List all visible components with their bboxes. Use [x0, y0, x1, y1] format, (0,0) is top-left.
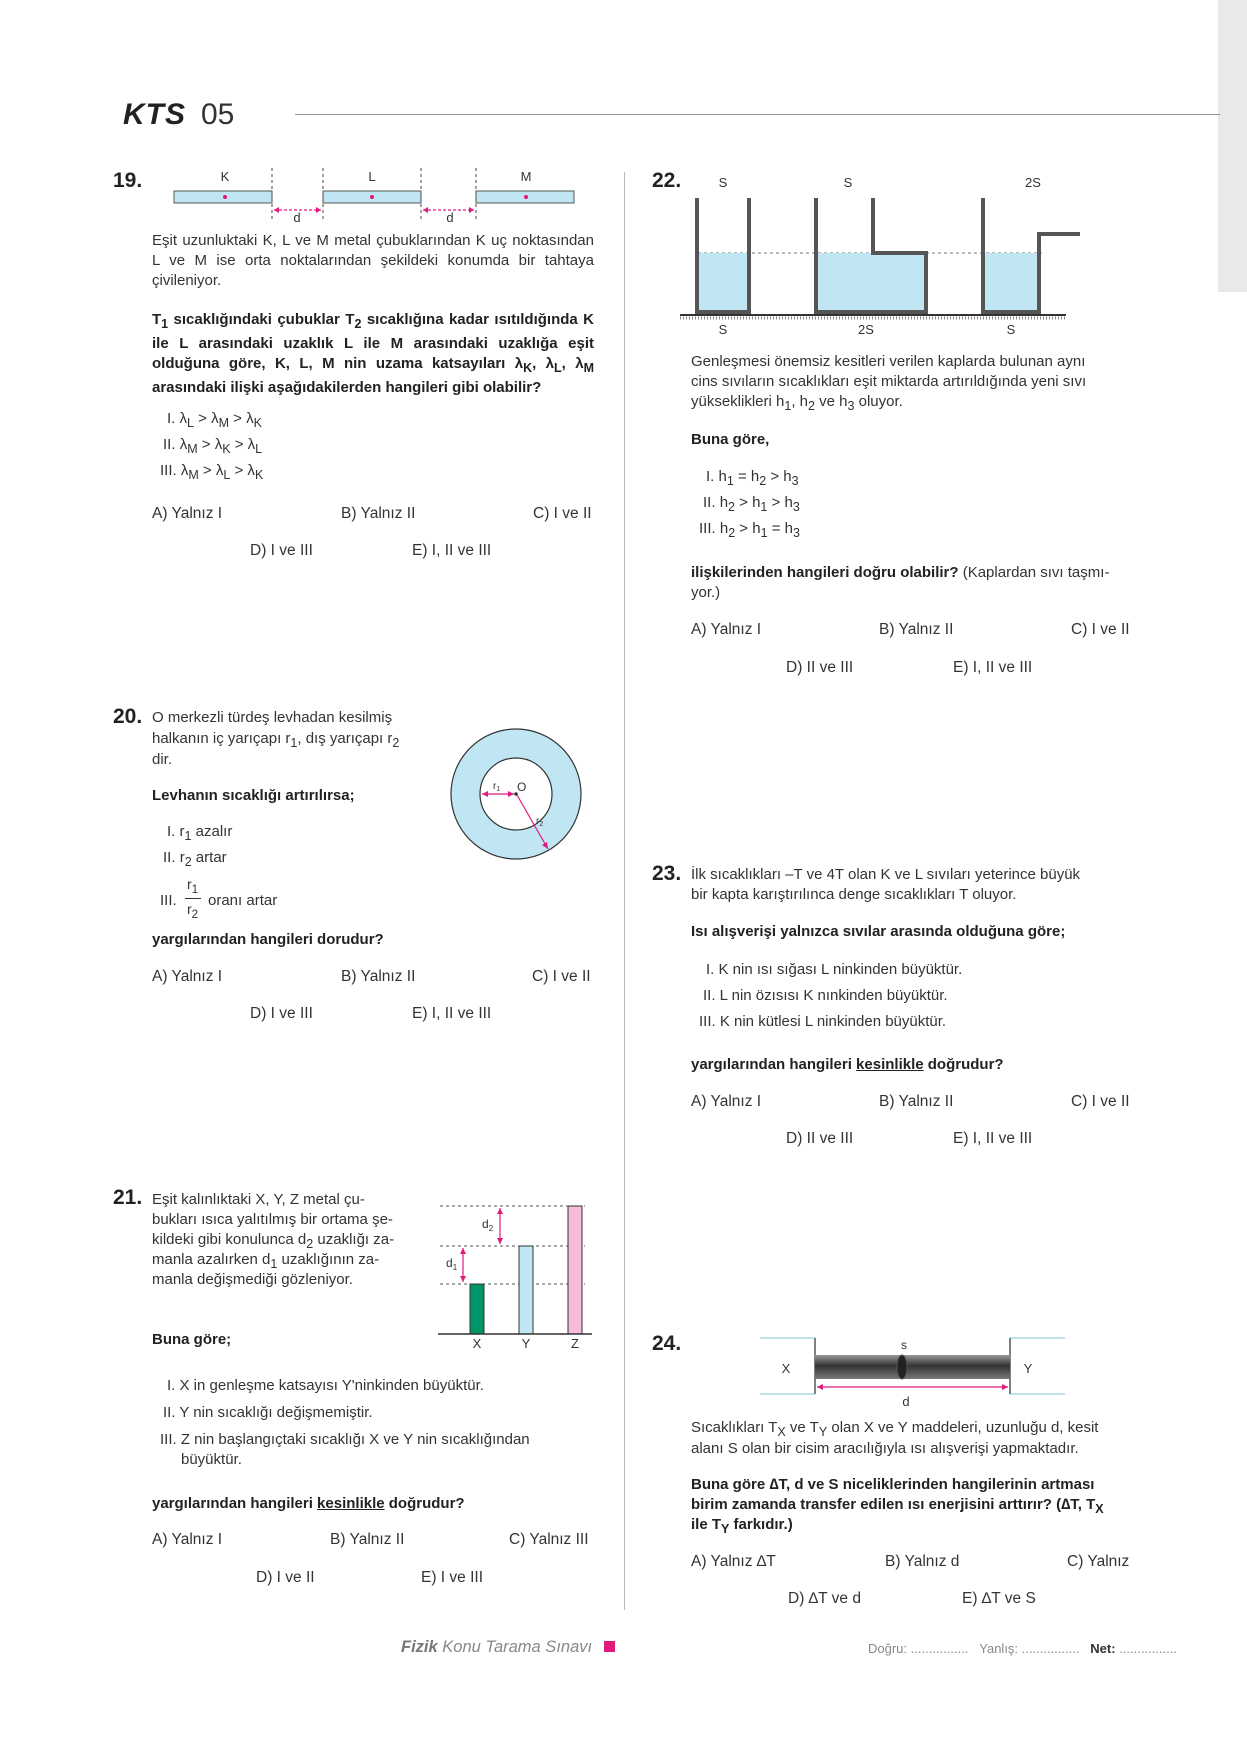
- footer-title: Fizik Konu Tarama Sınavı: [401, 1638, 615, 1657]
- q23-option-b[interactable]: B) Yalnız II: [879, 1093, 954, 1110]
- q19-option-e[interactable]: E) I, II ve III: [412, 542, 492, 559]
- q24-label-X: X: [781, 1361, 791, 1376]
- q24-label-s: s: [901, 1338, 907, 1352]
- q22-line-2: cins sıvıların sıcaklıkları eşit miktarda artırıldığında yeni sıvı: [691, 373, 1087, 390]
- q24-question-line-2: birim zamanda transfer edilen ısı enerjisini arttırır? (∆T, $T_X$: [691, 1496, 1104, 1516]
- q20-label-r1: $r_1$: [493, 781, 501, 793]
- side-tab: [1218, 0, 1247, 292]
- q20-item-1: I. $r_1$ azalır: [167, 823, 233, 843]
- q21-item-2: II. Y nin sıcaklığı değişmemiştir.: [163, 1404, 373, 1421]
- q19-nail-L: [370, 195, 374, 199]
- q22-item-1: I. $h_1 = h_2 > h_3$: [706, 468, 799, 488]
- q23-option-d[interactable]: D) II ve III: [786, 1130, 854, 1147]
- q21-option-a[interactable]: A) Yalnız I: [152, 1531, 223, 1548]
- q21-item-3a: III. Z nin başlangıçtaki sıcaklığı X ve Y nin sıcaklığından: [160, 1431, 530, 1448]
- q22-top-2: S: [843, 175, 853, 190]
- q21-line-5: manla değişmediği gözleniyor.: [152, 1271, 353, 1288]
- q19-label-L: L: [368, 169, 376, 184]
- footer-dogru: Doğru: ................: [868, 1641, 969, 1656]
- q19-statement: Eşit uzunluktaki K, L ve M metal çubuklarından K uç noktasından L ve M ise orta noktalarından şekildeki konumda bir tahtaya çivileniyor.: [152, 232, 594, 289]
- q20-closing: yargılarından hangileri dorudur?: [152, 931, 384, 948]
- q19-nail-K: [223, 195, 227, 199]
- header-number: 05: [201, 98, 235, 131]
- q24-cross-section: [897, 1355, 907, 1379]
- q21-closing: yargılarından hangileri kesinlikle doğrudur?: [152, 1495, 465, 1512]
- q24-option-c[interactable]: C) Yalnız: [1067, 1553, 1130, 1570]
- column-divider: [624, 172, 625, 1610]
- q22-question: Buna göre,: [691, 431, 770, 448]
- q23-line-1: İlk sıcaklıkları –T ve 4T olan K ve L sıvıları yeterince büyük: [691, 866, 1081, 883]
- q24-rod: [815, 1355, 1010, 1379]
- q22-option-d[interactable]: D) II ve III: [786, 659, 854, 676]
- q20-line-2: halkanın iç yarıçapı $r_1$, dış yarıçapı $r_2$: [152, 730, 400, 750]
- q23-option-c[interactable]: C) I ve II: [1071, 1093, 1130, 1110]
- q19-option-a[interactable]: A) Yalnız I: [152, 505, 223, 522]
- q22-option-a[interactable]: A) Yalnız I: [691, 621, 762, 638]
- q21-option-c[interactable]: C) Yalnız III: [509, 1531, 589, 1548]
- q24-line-2: alanı S olan bir cisim aracılığıyla ısı alışverişi yapmaktadır.: [691, 1440, 1079, 1457]
- q22-closing-line-2: yor.): [691, 584, 721, 601]
- q23-question: Isı alışverişi yalnızca sıvılar arasında olduğuna göre;: [691, 923, 1066, 940]
- q22-option-e[interactable]: E) I, II ve III: [953, 659, 1033, 676]
- q22-top-1: S: [718, 175, 728, 190]
- q23-line-2: bir kapta karıştırılınca denge sıcaklıkları T oluyor.: [691, 886, 1017, 903]
- q19-label-M: M: [520, 169, 532, 184]
- q20-label-O: O: [517, 780, 527, 794]
- q22-top-3: 2S: [1025, 175, 1041, 190]
- footer-square-icon: [604, 1641, 615, 1652]
- q21-bars-figure: [430, 1200, 600, 1352]
- q22-number: 22.: [652, 169, 682, 192]
- q23-item-3: III. K nin kütlesi L ninkinden büyüktür.: [699, 1013, 947, 1030]
- q21-option-e[interactable]: E) I ve III: [421, 1569, 484, 1586]
- q20-label-r2: $r_2$: [536, 816, 544, 828]
- q24-question-line-1: Buna göre ∆T, d ve S niceliklerinden hangilerinin artması: [691, 1476, 1095, 1493]
- q19-label-d2: d: [446, 210, 454, 225]
- q20-question: Levhanın sıcaklığı artırılırsa;: [152, 787, 355, 804]
- footer-score: Doğru: ................ Yanlış: ................ Net: ................: [868, 1641, 1177, 1656]
- q22-liquid-1: [697, 253, 749, 312]
- q20-option-d[interactable]: D) I ve III: [250, 1005, 313, 1022]
- q22-item-3: III. $h_2 > h_1 = h_3$: [699, 520, 800, 540]
- q21-line-1: Eşit kalınlıktaki X, Y, Z metal çu-: [152, 1191, 365, 1208]
- q24-option-b[interactable]: B) Yalnız d: [885, 1553, 960, 1570]
- q23-option-e[interactable]: E) I, II ve III: [953, 1130, 1033, 1147]
- q22-option-c[interactable]: C) I ve II: [1071, 621, 1130, 638]
- q20-option-c[interactable]: C) I ve II: [532, 968, 591, 985]
- q20-option-b[interactable]: B) Yalnız II: [341, 968, 416, 985]
- q19-nail-M: [524, 195, 528, 199]
- q24-option-d[interactable]: D) ∆T ve d: [788, 1590, 861, 1607]
- q21-item-3b: büyüktür.: [181, 1451, 242, 1468]
- q24-line-1: Sıcaklıkları $T_X$ ve $T_Y$ olan X ve Y maddeleri, uzunluğu d, kesit: [691, 1419, 1099, 1439]
- q21-bar-X: [470, 1284, 484, 1334]
- q23-closing: yargılarından hangileri kesinlikle doğrudur?: [691, 1056, 1004, 1073]
- q19-item-2: II. $\lambda_M > \lambda_K > \lambda_L$: [163, 436, 263, 456]
- q22-bottom-3: S: [1006, 322, 1016, 337]
- q21-number: 21.: [113, 1186, 143, 1209]
- q19-option-d[interactable]: D) I ve III: [250, 542, 313, 559]
- q19-item-1: I. $\lambda_L > \lambda_M > \lambda_K$: [167, 410, 262, 430]
- q21-label-d2: $d_2$: [482, 1217, 494, 1233]
- q21-label-X: X: [472, 1336, 482, 1351]
- q23-option-a[interactable]: A) Yalnız I: [691, 1093, 762, 1110]
- q19-option-c[interactable]: C) I ve II: [533, 505, 592, 522]
- q21-item-1: I. X in genleşme katsayısı Y'ninkinden büyüktür.: [167, 1377, 484, 1394]
- q23-number: 23.: [652, 862, 682, 885]
- q21-label-Z: Z: [571, 1336, 579, 1351]
- q24-label-Y: Y: [1023, 1361, 1033, 1376]
- q22-containers-figure: [680, 168, 1080, 340]
- q20-option-a[interactable]: A) Yalnız I: [152, 968, 223, 985]
- q24-number: 24.: [652, 1332, 682, 1355]
- footer-yanlis: Yanlış: ................: [979, 1641, 1080, 1656]
- q20-number: 20.: [113, 705, 143, 728]
- q19-item-3: III. $\lambda_M > \lambda_L > \lambda_K$: [160, 462, 264, 482]
- q21-option-d[interactable]: D) I ve II: [256, 1569, 315, 1586]
- q24-option-e[interactable]: E) ∆T ve S: [962, 1590, 1036, 1607]
- q22-liquid-3: [983, 253, 1039, 312]
- q19-label-K: K: [220, 169, 230, 184]
- footer-net: Net:: [1090, 1641, 1116, 1656]
- q22-closing-line-1: ilişkilerinden hangileri doğru olabilir? (Kaplardan sıvı taşmı-: [691, 564, 1110, 581]
- header-rule: [295, 114, 1220, 115]
- q20-item-2: II. $r_2$ artar: [163, 849, 227, 869]
- q19-option-b[interactable]: B) Yalnız II: [341, 505, 416, 522]
- q24-option-a[interactable]: A) Yalnız ∆T: [691, 1553, 776, 1570]
- q21-line-4: manla azalırken $d_1$ uzaklığının za-: [152, 1251, 380, 1271]
- header-brand: KTS: [123, 98, 186, 131]
- q24-conductor-figure: [755, 1330, 1070, 1410]
- q21-option-b[interactable]: B) Yalnız II: [330, 1531, 405, 1548]
- q22-bottom-2: 2S: [858, 322, 874, 337]
- q22-option-b[interactable]: B) Yalnız II: [879, 621, 954, 638]
- q22-item-2: II. $h_2 > h_1 > h_3$: [703, 494, 800, 514]
- q23-item-1: I. K nin ısı sığası L ninkinden büyüktür.: [706, 961, 963, 978]
- q21-line-3: kildeki gibi konulunca $d_2$ uzaklığı za-: [152, 1231, 395, 1251]
- q20-ring-figure: [446, 724, 586, 864]
- q20-line-3: dir.: [152, 751, 173, 768]
- q21-label-Y: Y: [521, 1336, 531, 1351]
- q20-option-e[interactable]: E) I, II ve III: [412, 1005, 492, 1022]
- q21-question: Buna göre;: [152, 1331, 232, 1348]
- q24-label-d: d: [902, 1394, 910, 1409]
- q23-item-2: II. L nin özısısı K nınkinden büyüktür.: [703, 987, 948, 1004]
- q19-label-d1: d: [293, 210, 301, 225]
- q21-line-2: bukları ısıca yalıtılmış bir ortama şe-: [152, 1211, 393, 1228]
- q20-line-1: O merkezli türdeş levhadan kesilmiş: [152, 709, 393, 726]
- q19-number: 19.: [113, 169, 143, 192]
- q19-question: $T_1$ sıcaklığındaki çubuklar $T_2$ sıcaklığına kadar ısıtıldığında K ile L arasındaki uzaklık L ile M arasındaki uzaklığa eşit olduğuna göre, K, L, M nin uzama katsayıları $\lambda_K$, $\lambda_L$, $\lambda_M$ arasındaki ilişki aşağıdakilerden hangileri gibi olabilir?: [152, 311, 595, 396]
- q21-bar-Y: [519, 1246, 533, 1334]
- q24-question-line-3: ile $T_Y$ farkıdır.): [691, 1516, 793, 1536]
- q21-bar-Z: [568, 1206, 582, 1334]
- q19-figure: [170, 166, 580, 228]
- q21-label-d1: $d_1$: [446, 1256, 458, 1272]
- q22-liquid-2: [816, 253, 926, 312]
- q22-bottom-1: S: [718, 322, 728, 337]
- q22-line-1: Genleşmesi önemsiz kesitleri verilen kaplarda bulunan aynı: [691, 353, 1086, 370]
- q22-line-3: yükseklikleri $h_1$, $h_2$ ve $h_3$ oluyor.: [691, 393, 903, 413]
